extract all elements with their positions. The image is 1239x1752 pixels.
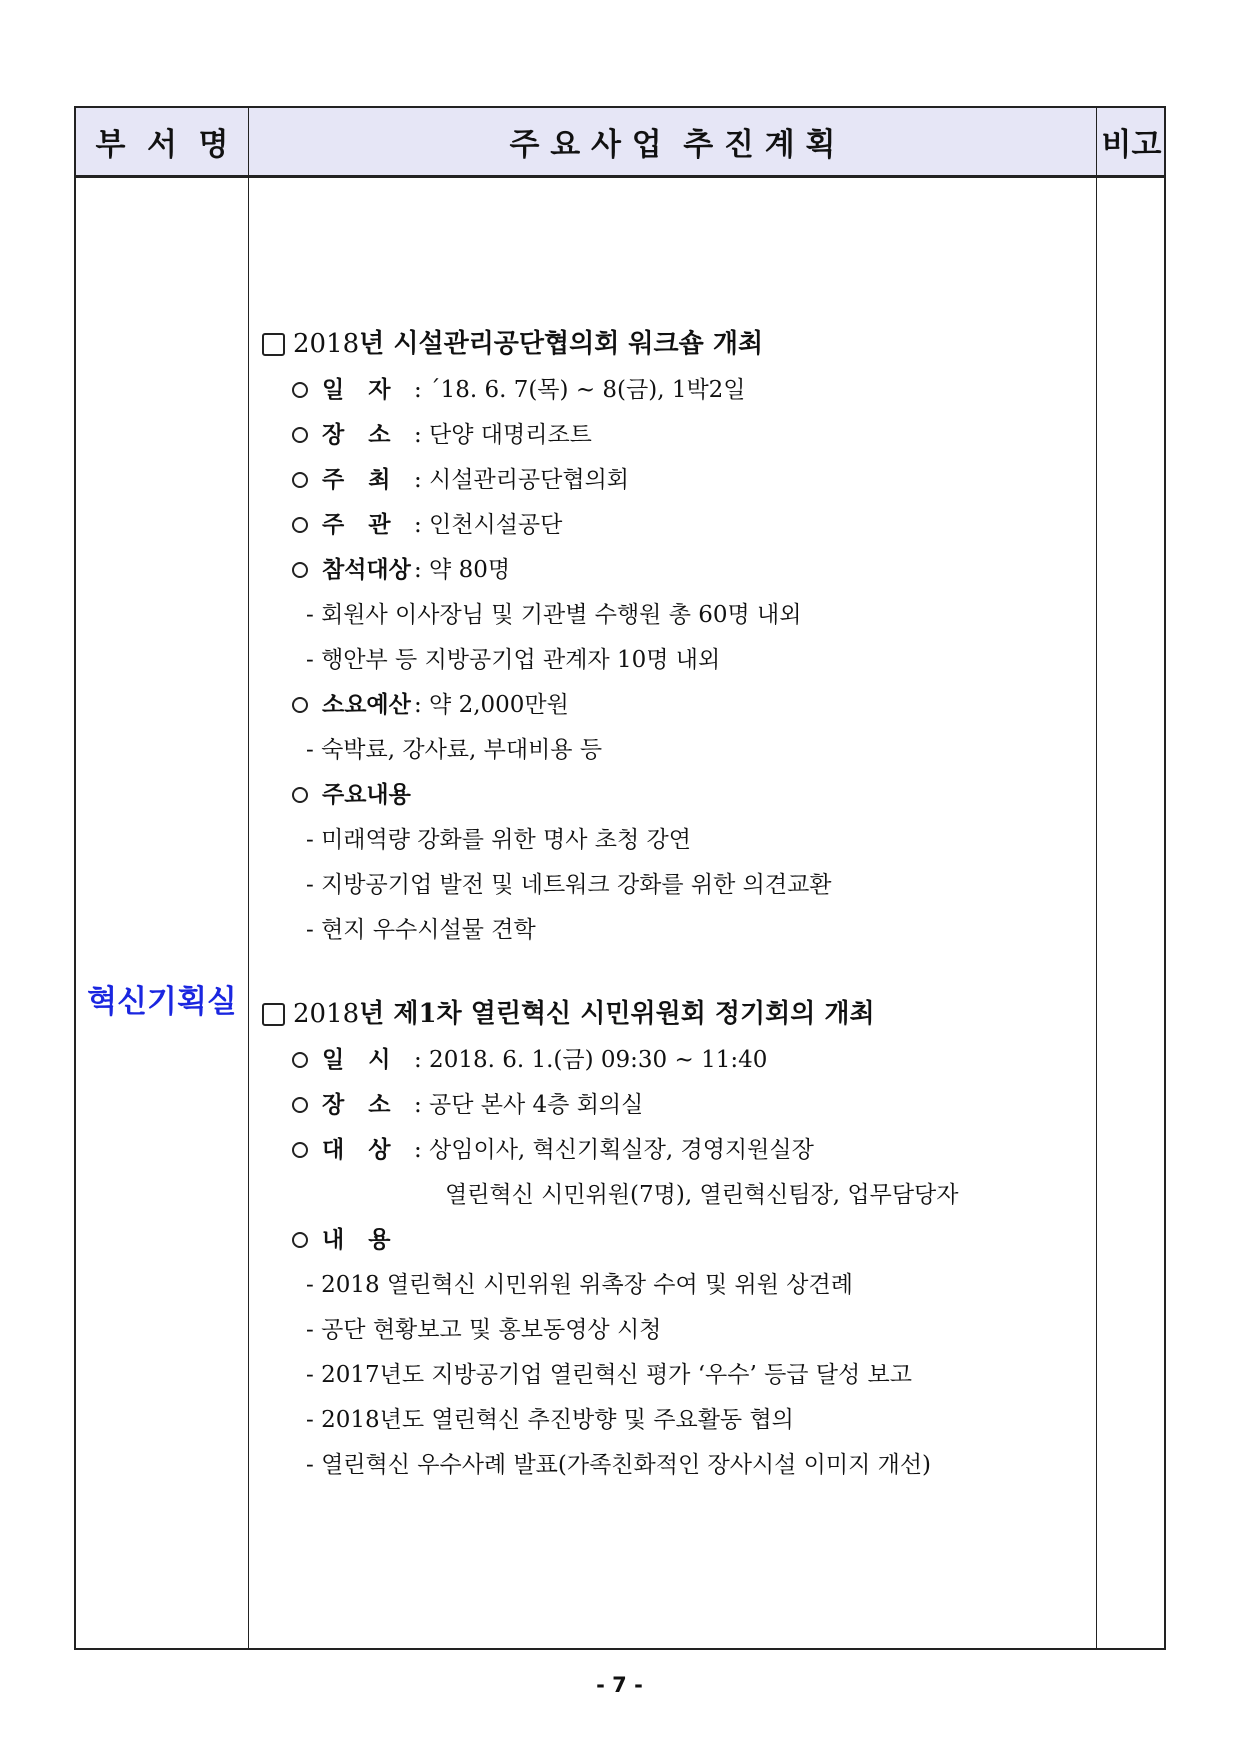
circle-bullet-icon — [292, 382, 308, 398]
circle-bullet-icon — [292, 787, 308, 803]
sub-item: - 숙박료, 강사료, 부대비용 등 — [306, 737, 603, 763]
sub-item: - 열린혁신 우수사례 발표(가족친화적인 장사시설 이미지 개선) — [306, 1452, 932, 1478]
plan-body — [262, 320, 1142, 1488]
circle-bullet-icon — [292, 1232, 308, 1248]
department-name: 혁신기획실 — [87, 984, 237, 1020]
info-row: 장 소 : 공단 본사 4층 회의실 — [262, 1083, 1142, 1128]
info-row: 주 최 : 시설관리공단협의회 — [262, 458, 1142, 503]
circle-bullet-icon — [292, 697, 308, 713]
page-number: - 7 - — [596, 1673, 643, 1697]
header-note: 비고 — [1101, 127, 1162, 163]
section-title: 2018 년 시설관리공단협의회 워크숍 개최 — [262, 320, 1142, 368]
info-row: 소요예산 : 약 2,000만원 — [262, 683, 1142, 728]
plan-table — [74, 106, 1166, 1650]
circle-bullet-icon — [292, 472, 308, 488]
circle-bullet-icon — [292, 1142, 308, 1158]
target-continuation: 열린혁신 시민위원(7명), 열린혁신팀장, 업무담당자 — [445, 1182, 959, 1208]
sub-item: - 2018년도 열린혁신 추진방향 및 주요활동 협의 — [306, 1407, 794, 1433]
checkbox-icon — [262, 333, 285, 356]
sub-item: - 공단 현황보고 및 홍보동영상 시청 — [306, 1317, 662, 1343]
sub-item: - 미래역량 강화를 위한 명사 초청 강연 — [306, 827, 691, 853]
sub-item: - 행안부 등 지방공기업 관계자 10명 내외 — [306, 647, 721, 673]
circle-bullet-icon — [292, 562, 308, 578]
sub-item: - 2017년도 지방공기업 열린혁신 평가 ‘우수’ 등급 달성 보고 — [306, 1362, 912, 1388]
header-department: 부 서 명 — [95, 127, 229, 163]
sub-item: - 2018 열린혁신 시민위원 위촉장 수여 및 위원 상견례 — [306, 1272, 853, 1298]
column-divider — [248, 108, 249, 1648]
info-row: 참석대상 : 약 80명 — [262, 548, 1142, 593]
sub-item: - 회원사 이사장님 및 기관별 수행원 총 60명 내외 — [306, 602, 802, 628]
circle-bullet-icon — [292, 1052, 308, 1068]
info-row: 일 시 : 2018. 6. 1.(금) 09:30 ~ 11:40 — [262, 1038, 1142, 1083]
circle-bullet-icon — [292, 1097, 308, 1113]
sub-item: - 현지 우수시설물 견학 — [306, 917, 536, 943]
header-plan: 주 요 사 업 추 진 계 획 — [509, 127, 836, 163]
info-row: 일 자 : ´18. 6. 7(목) ~ 8(금), 1박2일 — [262, 368, 1142, 413]
circle-bullet-icon — [292, 517, 308, 533]
sub-item: - 지방공기업 발전 및 네트워크 강화를 위한 의견교환 — [306, 872, 832, 898]
section-title: 2018 년 제1차 열린혁신 시민위원회 정기회의 개최 — [262, 990, 1142, 1038]
circle-bullet-icon — [292, 427, 308, 443]
info-row: 대 상 : 상임이사, 혁신기획실장, 경영지원실장 — [262, 1128, 1142, 1173]
info-row: 주 관 : 인천시설공단 — [262, 503, 1142, 548]
info-row: 내 용 — [262, 1218, 1142, 1263]
info-row: 주요내용 — [262, 773, 1142, 818]
checkbox-icon — [262, 1003, 285, 1026]
info-row: 장 소 : 단양 대명리조트 — [262, 413, 1142, 458]
